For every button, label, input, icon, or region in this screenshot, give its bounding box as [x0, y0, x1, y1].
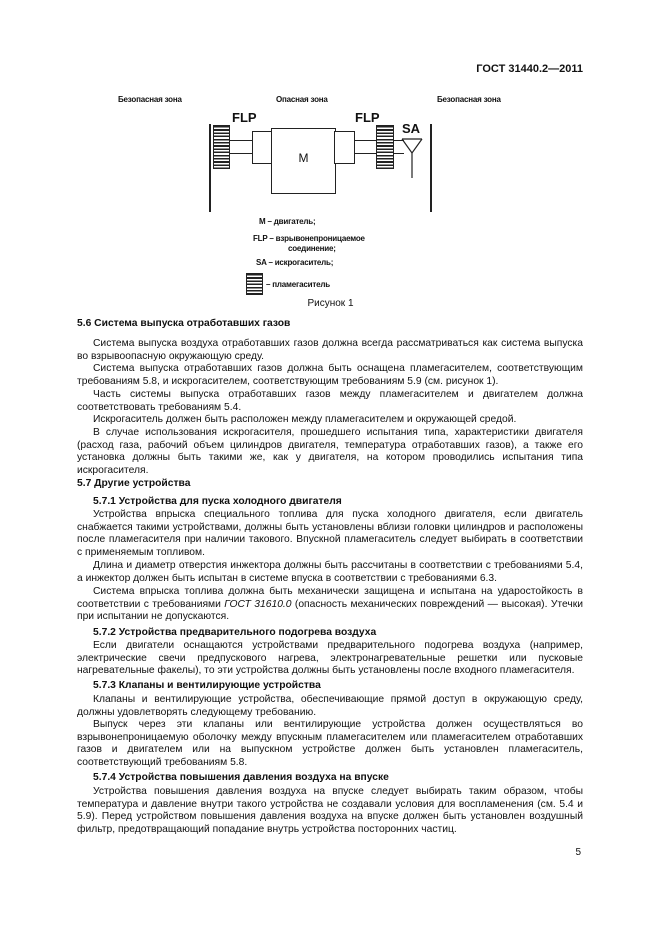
- section-5-6-title: 5.6 Система выпуска отработавших газов: [77, 318, 291, 329]
- zone-boundary-right: [430, 124, 432, 212]
- zone-boundary-left: [209, 124, 211, 212]
- section-5-7-3-paragraph-2: Выпуск через эти клапаны или вентилирующие устройства должен осуществляться во взрывонепроницаемую оболочку между впускным пламегасителем или пламегасителем отработавших газов и двигателем или на выпускном устройстве должен быть установлен пламегаситель, соответствующий требованиям 5.8.: [77, 719, 583, 768]
- legend-m: M – двигатель;: [259, 217, 316, 226]
- section-5-7-1-title: 5.7.1 Устройства для пуска холодного двигателя: [93, 496, 342, 507]
- page-number: 5: [575, 847, 581, 858]
- flp-label-right: FLP: [355, 110, 380, 125]
- section-5-7-3-title: 5.7.3 Клапаны и вентилирующие устройства: [93, 680, 321, 691]
- section-5-7-1-paragraph-1: Устройства впрыска специального топлива для пуска холодного двигателя, если двигатель снабжается такими устройствами, должны быть установлены вблизи головки цилиндров и расположены после пламегасителя при наличии такового. Впускной пламегаситель следует выбирать в соответствии с применяемым топливом.: [77, 509, 583, 558]
- flame-arrester-left: [213, 125, 230, 169]
- section-5-7-2-paragraph-1: Если двигатели оснащаются устройствами предварительного подогрева воздуха (например, электрические свечи предпускового нагрева, электронагревательные решетки или пусковые нагревательные факелы), то эти устройства должны быть установлены после входного пламегасителя.: [77, 640, 583, 677]
- paragraph-text: (опасность механических повреждений — высокая). Утечки при испытании не допускаются.: [77, 598, 583, 623]
- section-5-7-1-paragraph-3: [77, 586, 583, 624]
- section-5-6-paragraph-3: Часть системы выпуска отработавших газов между пламегасителем и двигателем должна соответствовать требованиям 5.4.: [77, 389, 583, 413]
- section-5-7-4-paragraph-1: Устройства повышения давления воздуха на впуске следует выбирать таким образом, чтобы температура и давление внутри такого устройства не создавали условия для воспламенения (см. 5.4 и 5.9). Перед устройством повышения давления воздуха на впуске должен быть установлен воздушный фильтр, предотвращающий попадание внутрь устройства посторонних частиц.: [77, 786, 583, 835]
- section-5-7-title: 5.7 Другие устройства: [77, 478, 191, 489]
- flp-joint-left: [252, 131, 273, 164]
- standard-reference: ГОСТ 31610.0: [224, 598, 292, 610]
- flame-arrester-right: [376, 125, 394, 169]
- legend-sa: SA – искрогаситель;: [256, 258, 334, 267]
- flp-joint-right: [334, 131, 355, 164]
- figure-caption: Рисунок 1: [307, 298, 354, 309]
- section-5-6-paragraph-5: В случае использования искрогасителя, прошедшего испытания типа, характеристики двигателя (расход газа, рабочий объем цилиндров двигателя, температура отработавших газов), а также его установка должны быть такими же, как у двигателя, на котором проводились испытания типа искрогасителя.: [77, 427, 583, 476]
- legend-flp-2: соединение;: [288, 244, 336, 253]
- section-5-7-2-title: 5.7.2 Устройства предварительного подогрева воздуха: [93, 627, 377, 638]
- zone-label-left: Безопасная зона: [118, 95, 182, 104]
- zone-label-center: Опасная зона: [276, 95, 328, 104]
- section-5-6-paragraph-2: Система выпуска отработавших газов должна быть оснащена пламегасителем, соответствующим требованиям 5.8, и искрогасителем, соответствующим требованиям 5.9 (см. рисунок 1).: [77, 363, 583, 387]
- section-5-6-paragraph-4: Искрогаситель должен быть расположен между пламегасителем и окружающей средой.: [93, 414, 517, 425]
- legend-arrester-icon: [246, 273, 263, 295]
- section-5-7-4-title: 5.7.4 Устройства повышения давления воздуха на впуске: [93, 772, 389, 783]
- zone-label-right: Безопасная зона: [437, 95, 501, 104]
- flp-label-left: FLP: [232, 110, 257, 125]
- sa-label: SA: [402, 121, 421, 136]
- section-5-7-1-paragraph-2: Длина и диаметр отверстия инжектора должны быть рассчитаны в соответствии с требованиями 5.4, а инжектор должен быть испытан в системе впуска в соответствии с требованиями 6.3.: [77, 560, 583, 584]
- section-5-7-3-paragraph-1: Клапаны и вентилирующие устройства, обеспечивающие прямой доступ в окружающую среду, должны удовлетворять следующему требованию.: [77, 694, 583, 718]
- spark-arrester-symbol: [400, 136, 424, 180]
- legend-arrester: – пламегаситель: [266, 280, 330, 289]
- engine-box: [271, 128, 336, 194]
- engine-label: M: [298, 151, 309, 165]
- section-5-6-paragraph-1: Система выпуска воздуха отработавших газов должна всегда рассматриваться как система выпуска во взрывоопасную окружающую среду.: [77, 338, 583, 362]
- legend-flp-1: FLP – взрывонепроницаемое: [253, 234, 365, 243]
- pipe-left: [230, 140, 253, 154]
- document-header: ГОСТ 31440.2—2011: [476, 63, 583, 75]
- paragraph-text: Система впрыска топлива должна быть механически защищена и испытана на ударостойкость в соответствии с требованиями: [77, 586, 583, 610]
- pipe-right: [355, 140, 376, 154]
